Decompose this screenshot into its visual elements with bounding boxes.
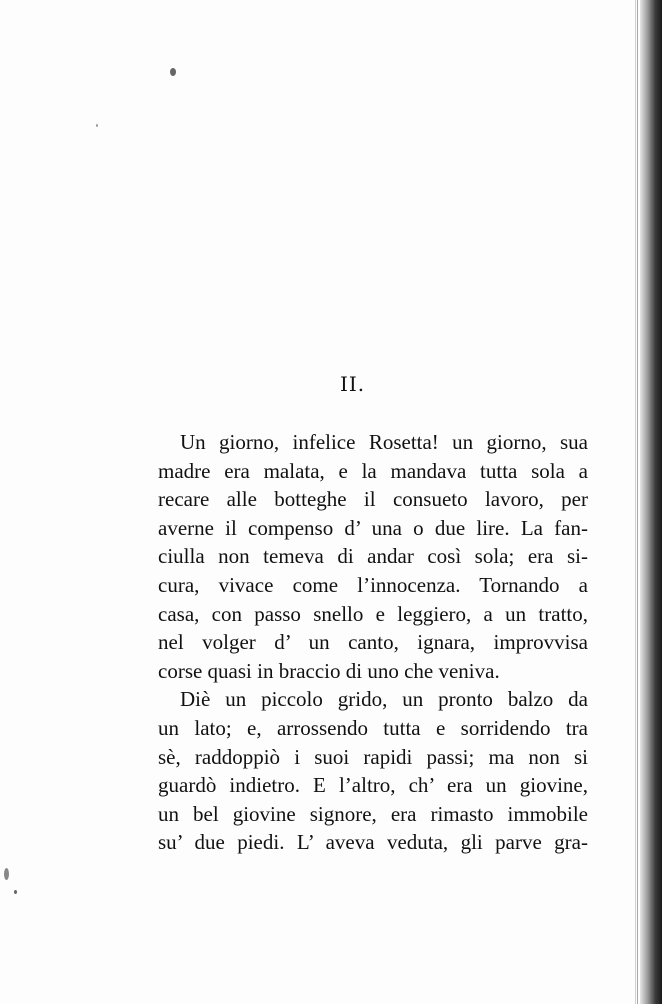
text-line: Un giorno, infelice Rosetta! un giorno, sua bbox=[180, 430, 588, 454]
text-line: averne il compenso d’ una o due lire. La fan- bbox=[158, 515, 588, 540]
page-edge-line bbox=[637, 0, 638, 1004]
paragraph bbox=[158, 428, 588, 685]
page-edge-line bbox=[635, 0, 636, 1004]
paragraph bbox=[158, 685, 588, 857]
page-edge-shadow bbox=[640, 0, 662, 1004]
text-line: su’ due piedi. L’ aveva veduta, gli parve gra- bbox=[158, 830, 588, 855]
text-line: corse quasi in braccio di uno che veniva. bbox=[158, 658, 500, 683]
text-line: guardò indietro. E l’altro, ch’ era un giovine, bbox=[158, 773, 588, 798]
body-text bbox=[158, 428, 588, 857]
text-line: un bel giovine signore, era rimasto immobile bbox=[158, 801, 588, 826]
paper-speck bbox=[96, 124, 98, 127]
chapter-heading: II. bbox=[340, 372, 366, 396]
text-line: casa, con passo snello e leggiero, a un tratto, bbox=[158, 601, 588, 626]
text-line: recare alle botteghe il consueto lavoro, per bbox=[158, 487, 588, 512]
paper-speck bbox=[4, 868, 9, 880]
paper-speck bbox=[170, 68, 176, 76]
text-line: madre era malata, e la mandava tutta sola a bbox=[158, 458, 588, 483]
text-line: nel volger d’ un canto, ignara, improvvisa bbox=[158, 630, 588, 655]
text-line: Diè un piccolo grido, un pronto balzo da bbox=[180, 687, 588, 712]
text-line: cura, vivace come l’innocenza. Tornando a bbox=[158, 572, 588, 597]
text-line: un lato; e, arrossendo tutta e sorridendo tra bbox=[158, 715, 588, 740]
text-line: sè, raddoppiò i suoi rapidi passi; ma non si bbox=[158, 744, 588, 769]
paper-speck bbox=[14, 890, 17, 894]
text-line: ciulla non temeva di andar così sola; era si- bbox=[158, 544, 588, 569]
